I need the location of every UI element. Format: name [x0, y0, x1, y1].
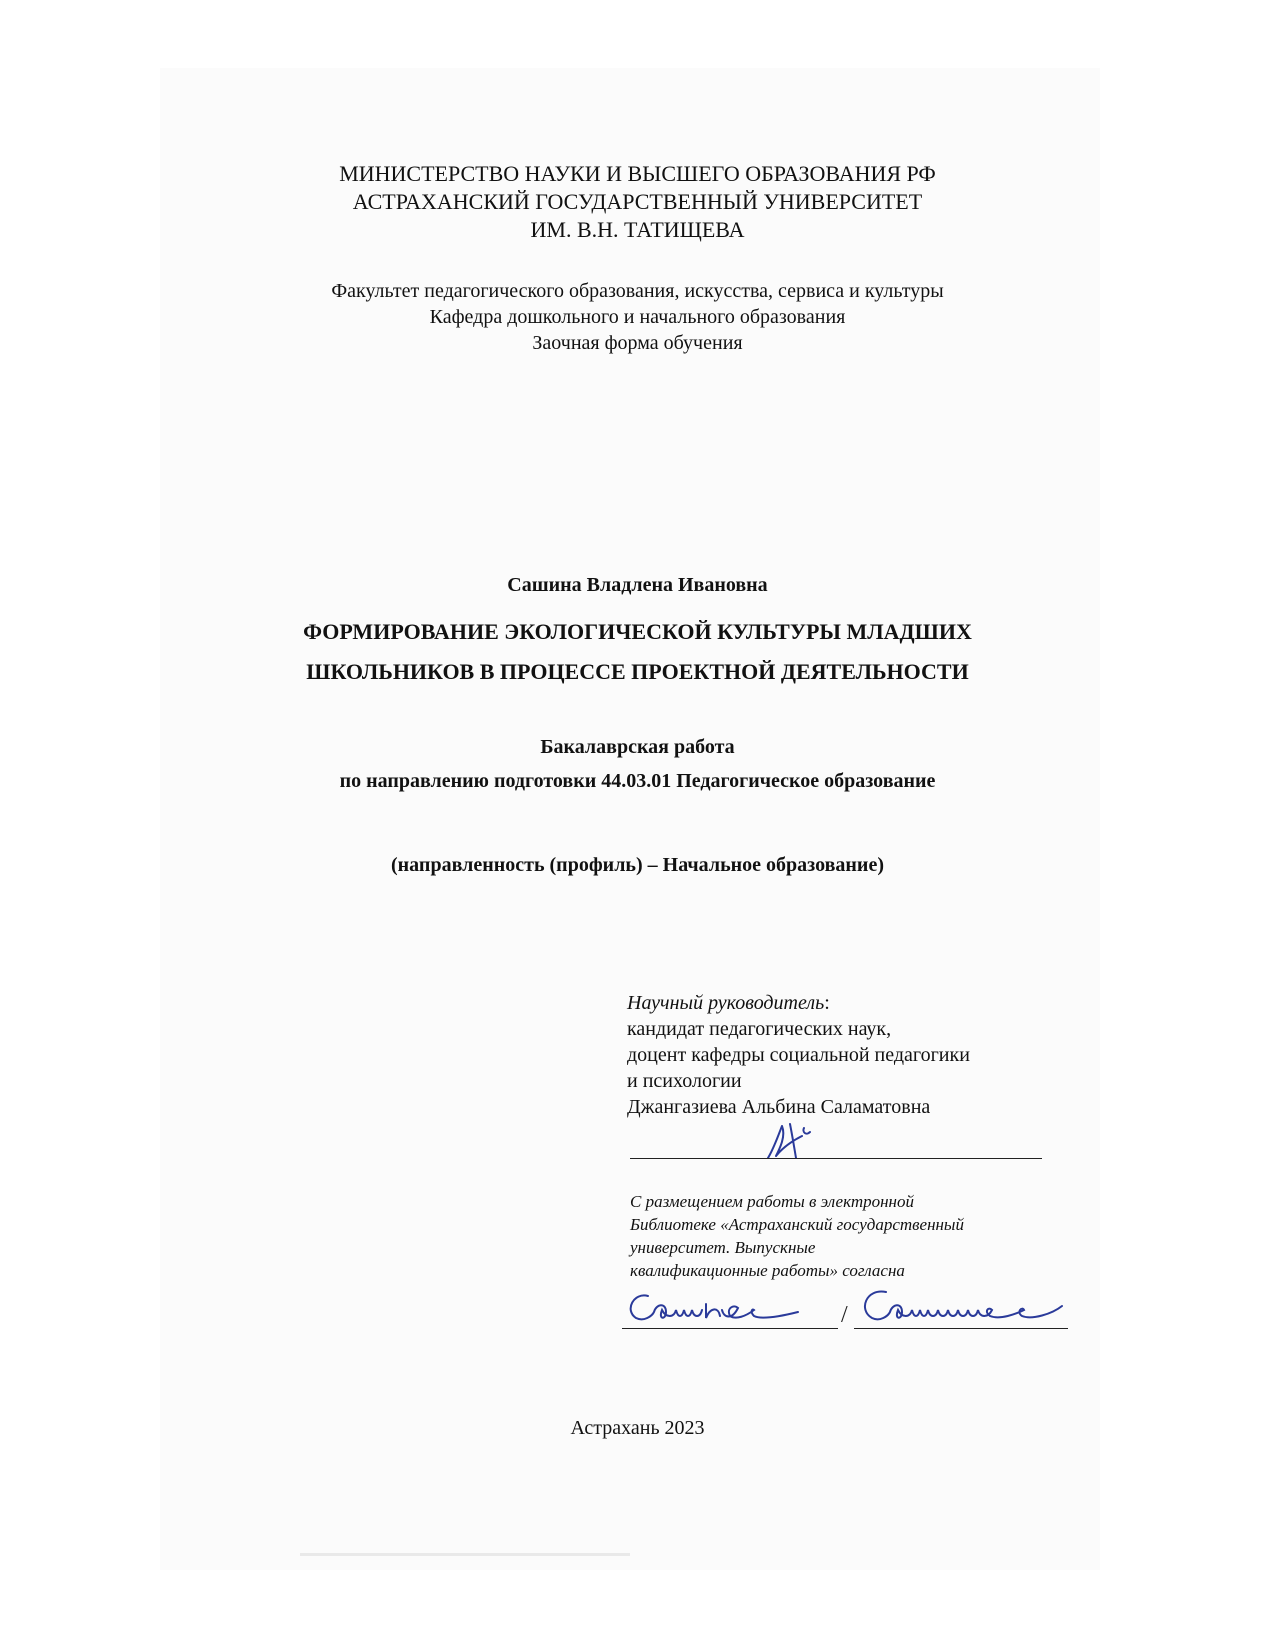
supervisor-position: доцент кафедры социальной педагогики	[627, 1044, 970, 1066]
supervisor-signature-line	[630, 1158, 1042, 1159]
city-year: Астрахань 2023	[570, 1417, 705, 1439]
thesis-title-line: ШКОЛЬНИКОВ В ПРОЦЕССЕ ПРОЕКТНОЙ ДЕЯТЕЛЬНОСТИ	[306, 659, 969, 684]
consent-line: С размещением работы в электронной	[630, 1192, 914, 1211]
author-name: Сашина Владлена Ивановна	[507, 574, 768, 596]
study-direction: по направлению подготовки 44.03.01 Педагогическое образование	[339, 770, 936, 792]
paper-edge-mark	[300, 1553, 630, 1556]
supervisor-label-colon: :	[824, 992, 830, 1014]
supervisor-degree: кандидат педагогических наук,	[627, 1018, 892, 1040]
faculty-name: Факультет педагогического образования, искусства, сервиса и культуры	[331, 280, 944, 302]
consent-line: квалификационные работы» согласна	[630, 1261, 905, 1280]
consent-block	[630, 1190, 964, 1282]
student-name-line	[854, 1328, 1068, 1329]
signature-separator: /	[841, 1302, 848, 1328]
university-name-line: ИМ. В.Н. ТАТИЩЕВА	[530, 217, 745, 242]
department-name: Кафедра дошкольного и начального образования	[429, 306, 846, 328]
thesis-title	[0, 612, 1275, 692]
student-name-handwritten	[856, 1284, 1066, 1328]
ministry-header	[0, 160, 1275, 244]
study-profile: (направленность (профиль) – Начальное образование)	[391, 854, 884, 876]
faculty-block	[0, 278, 1275, 356]
work-type-block	[0, 730, 1275, 798]
study-form: Заочная форма обучения	[532, 332, 743, 354]
supervisor-label: Научный руководитель	[627, 992, 825, 1014]
ministry-line: МИНИСТЕРСТВО НАУКИ И ВЫСШЕГО ОБРАЗОВАНИЯ РФ	[339, 161, 936, 186]
consent-line: Библиотеке «Астраханский государственный	[630, 1215, 964, 1234]
student-signature-image	[622, 1286, 812, 1328]
consent-line: университет. Выпускные	[630, 1238, 816, 1257]
supervisor-label-row	[627, 990, 970, 1016]
student-signature-line	[622, 1328, 838, 1329]
supervisor-name: Джангазиева Альбина Саламатовна	[627, 1096, 931, 1118]
supervisor-position-cont: и психологии	[627, 1070, 742, 1092]
supervisor-block	[627, 990, 970, 1120]
university-line: АСТРАХАНСКИЙ ГОСУДАРСТВЕННЫЙ УНИВЕРСИТЕТ	[352, 189, 923, 214]
thesis-title-line: ФОРМИРОВАНИЕ ЭКОЛОГИЧЕСКОЙ КУЛЬТУРЫ МЛАДШИХ	[303, 619, 972, 644]
work-type: Бакалаврская работа	[540, 736, 735, 758]
